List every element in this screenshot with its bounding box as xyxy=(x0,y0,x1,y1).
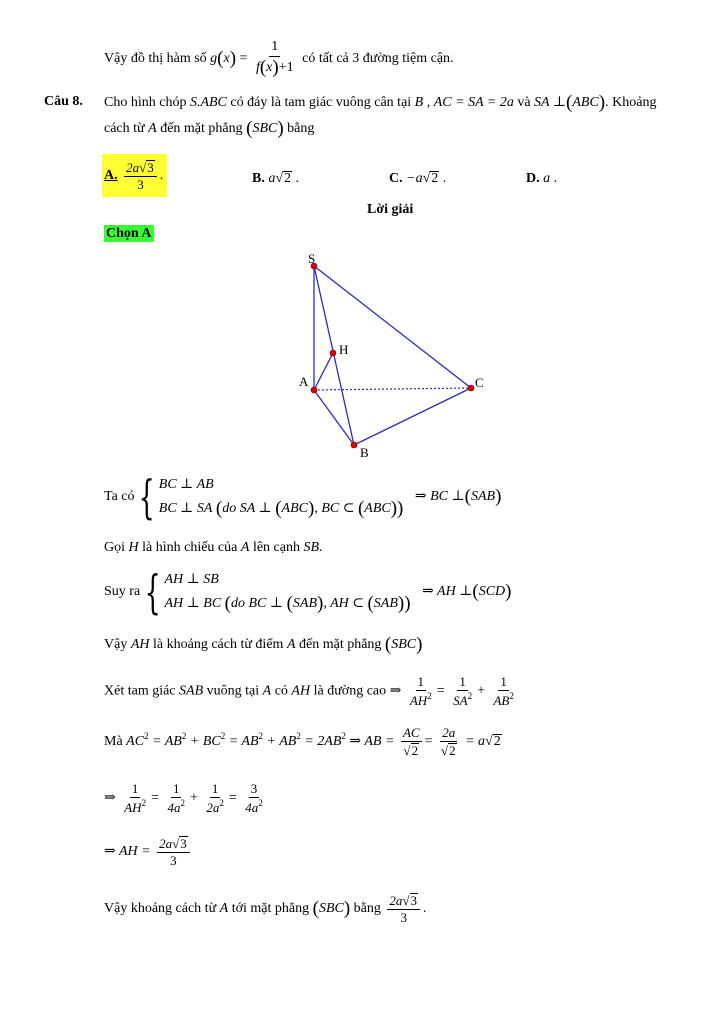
label-c: C xyxy=(475,375,484,390)
x-symbol: x xyxy=(223,51,230,67)
question-label: Câu 8. xyxy=(44,94,83,109)
previous-conclusion-line: Vậy đồ thị hàm số g(x) = $\frac{1}{f(x)+1}$ có tất cả 3 đường tiệm cận. xyxy=(104,39,454,78)
question-line-2: cách từ A đến mặt phẳng (SBC) bằng xyxy=(104,118,315,139)
option-a-fraction: 2a√ 3 3 xyxy=(124,160,157,191)
altitude-formula-line: Xét tam giác SAB vuông tại A có AH là đường cao ⇒ $\frac{1}{AH^2}$ = $\frac{1}{SA^2}$ + $\frac{1}{AB^2}$ xyxy=(104,674,514,708)
question-line-1: Cho hình chóp S.ABC có đáy là tam giác vuông cân tại B , AC = SA = 2a và SA ⊥(ABC). Khoảng xyxy=(104,92,657,113)
define-h-line: Gọi H là hình chiếu của A lên cạnh SB. xyxy=(104,540,323,555)
point-h xyxy=(330,350,336,356)
system-1: Ta có { BC ⊥ AB BC ⊥ SA (do SA ⊥ (ABC), BC ⊂ (ABC)) ⇒ BC ⊥(SAB) xyxy=(104,470,502,524)
ah-squared-line: ⇒ $\frac{1}{AH^2}$ = $\frac{1}{4a^2}$ + $\frac{1}{2a^2}$ = $\frac{3}{4a^2}$ xyxy=(104,781,263,815)
prev-text-end: có tất cả 3 đường tiệm cận. xyxy=(302,51,454,67)
option-d: D. a . xyxy=(526,171,558,186)
g-symbol: g xyxy=(210,51,218,67)
option-a-label: A. xyxy=(104,167,118,183)
ah-distance-line: Vậy AH là khoảng cách từ điểm A đến mặt phẳng (SBC) xyxy=(104,634,423,655)
point-c xyxy=(468,385,474,391)
pyramid-figure xyxy=(280,245,500,465)
final-conclusion-line: Vậy khoảng cách từ A tới mặt phẳng (SBC) bằng 2a√ 3 3 . xyxy=(104,893,427,925)
frac-num: 1 xyxy=(269,40,280,57)
system-2: Suy ra { AH ⊥ SB AH ⊥ BC (do BC ⊥ (SAB), AH ⊂ (SAB)) ⇒ AH ⊥(SCD) xyxy=(104,565,512,619)
fraction-1-over-f xyxy=(254,40,296,78)
label-a: A xyxy=(299,374,309,389)
label-h: H xyxy=(339,342,349,357)
frac-den: f(x)+1 xyxy=(255,56,294,78)
ah-result-line: ⇒ AH = 2a√ 3 3 xyxy=(104,836,193,867)
answer-choice: Chọn A xyxy=(106,226,152,241)
point-b xyxy=(351,442,357,448)
answer-choice-wrap xyxy=(104,226,154,242)
option-c: C. −a√ 2 . xyxy=(389,171,447,187)
ab-calculation-line: Mà $AC^2 = AB^2 + BC^2 = AB^2 + AB^2 = 2AB^2$ ⇒ AB = AC √ 2 = 2a √ 2 = a√ 2 xyxy=(104,725,501,758)
prev-text: Vậy đồ thị hàm số xyxy=(104,51,207,67)
point-a xyxy=(311,387,317,393)
label-b: B xyxy=(360,445,369,460)
label-s: S xyxy=(308,251,316,266)
option-b: B. a√ 2 . xyxy=(252,171,300,187)
solution-title: Lời giải xyxy=(367,202,414,217)
option-a-highlighted: A. 2a√ 3 3 . xyxy=(102,154,167,197)
